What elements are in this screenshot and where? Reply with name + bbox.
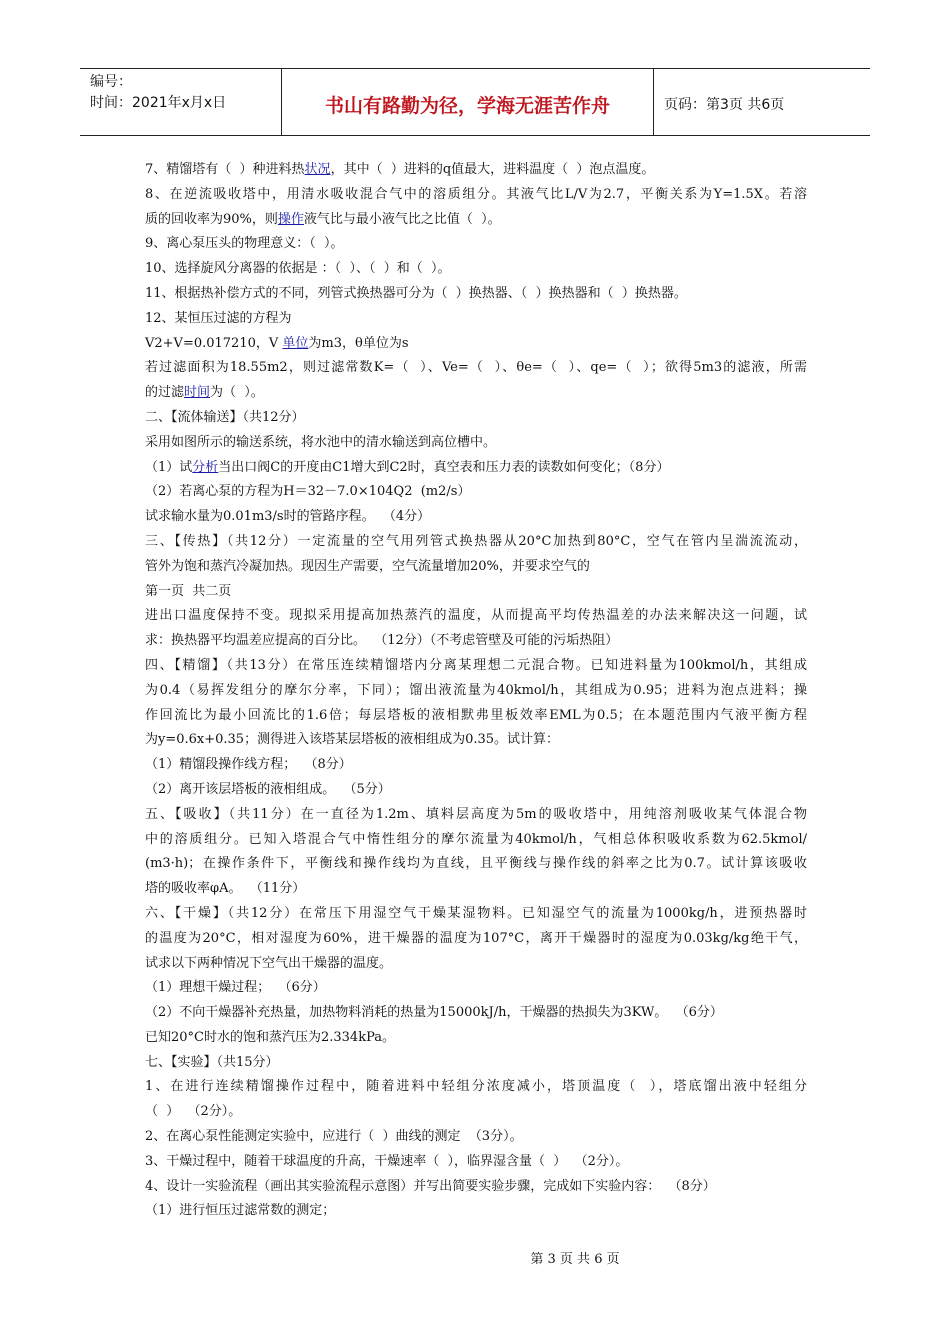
text-line [145,778,807,803]
header-page-label: 页码：第3页 共6页 [664,97,785,113]
text-line [145,654,807,679]
text-run: 质的回收率为90%，则 [145,211,278,227]
text-line [145,1199,807,1224]
text-line [145,1001,807,1026]
text-run: （2）不向干燥器补充热量，加热物料消耗的热量为15000kJ/h，干燥器的热损失为3KW。 （6分） [145,1005,723,1021]
text-line [145,456,807,481]
inline-link[interactable]: 单位 [282,335,309,351]
text-line [145,1125,807,1150]
doc-time-label: 时间：2021年x月x日 [90,95,227,111]
text-run: 7、精馏塔有（ ）种进料热 [145,162,305,177]
text-line [145,902,807,927]
text-run: 试求以下两种情况下空气出干燥器的温度。 [145,955,393,971]
inline-link[interactable]: 状况 [304,162,331,177]
text-run: 四、【精馏】（共13分）在常压连续精馏塔内分离某理想二元混合物。已知进料量为100kmol/h，其组成 [145,657,807,673]
text-line [145,282,807,307]
text-run: 二、【流体输送】（共12分） [145,409,305,425]
text-line [145,257,807,282]
text-run: V2+V=0.017210，V [145,335,283,351]
text-line [145,927,807,952]
text-run: 塔的吸收率φA。 （11分） [145,881,306,897]
text-line [145,431,807,456]
text-run: 求：换热器平均温差应提高的百分比。 （12分）（不考虑管壁及可能的污垢热阻） [145,633,619,649]
text-line [145,604,807,629]
text-run: 为y=0.6x+0.35；测得进入该塔某层塔板的液相组成为0.35。试计算： [145,732,560,748]
text-line [145,728,807,753]
text-line [145,381,807,406]
text-line [145,976,807,1001]
text-line [145,307,807,332]
text-run: （1）精馏段操作线方程； （8分） [145,757,352,773]
text-run: （1）试 [145,459,193,475]
text-run: （2）离开该层塔板的液相组成。 （5分） [145,781,391,797]
text-line [145,828,807,853]
inline-link[interactable]: 时间 [184,385,211,401]
text-run: 管外为饱和蒸汽冷凝加热。现因生产需要，空气流量增加20%，并要求空气的 [145,558,590,574]
text-run: 9、离心泵压头的物理意义：（ ）。 [145,236,344,252]
text-run: 中的溶质组分。已知入塔混合气中惰性组分的摩尔流量为40kmol/h，气相总体积吸收系数为62.5kmol/ [145,831,807,847]
text-run: 已知20°C时水的饱和蒸汽压为2.334kPa。 [145,1029,395,1045]
text-run: 4、设计一实验流程（画出其实验流程示意图）并写出简要实验步骤，完成如下实验内容： （8分） [145,1178,716,1194]
text-line [145,1100,807,1125]
text-line [145,877,807,902]
text-run: 12、某恒压过滤的方程为 [145,310,292,326]
text-line [145,629,807,654]
text-line [145,852,807,877]
header-motto: 书山有路勤为径，学海无涯苦作舟 [282,69,654,135]
inline-link[interactable]: 操作 [277,211,304,227]
text-run: 8、在逆流吸收塔中，用清水吸收混合气中的溶质组分。其液气比L/V为2.7，平衡关系为Y=1.5X。若溶 [145,186,807,202]
text-line [145,183,807,208]
header-table [80,68,870,136]
page-footer: 第 3 页 共 6 页 [530,1252,620,1267]
text-line [145,530,807,555]
text-line [145,679,807,704]
doc-number-label: 编号： [90,74,132,90]
text-line [145,803,807,828]
text-line [145,480,807,505]
text-run: (m3·h)；在操作条件下，平衡线和操作线均为直线，且平衡线与操作线的斜率之比为0.7。试计算该吸收 [145,856,807,872]
text-run: 为（ ）。 [210,385,264,401]
text-run: 三、【传热】（共12分）一定流量的空气用列管式换热器从20°C加热到80°C，空气在管内呈湍流流动， [145,533,807,549]
text-line [145,952,807,977]
text-run: 为0.4（易挥发组分的摩尔分率，下同）；馏出液流量为40kmol/h，其组成为0.95；进料为泡点进料；操 [145,682,807,698]
text-run: 3、干燥过程中，随着干球温度的升高，干燥速率（ ），临界湿含量（ ） （2分）。 [145,1153,629,1169]
text-run: 11、根据热补偿方式的不同，列管式换热器可分为（ ）换热器、（ ）换热器和（ ）换热器。 [145,285,687,301]
text-run: 若过滤面积为18.55m2，则过滤常数K=（ ）、Ve=（ ）、θe=（ ）、qe=（ ）；欲得5m3的滤液，所需 [145,360,807,376]
text-run: 1、在进行连续精馏操作过程中，随着进料中轻组分浓度减小，塔顶温度（ ），塔底馏出液中轻组分 [145,1079,807,1095]
text-run: 为m3，θ单位为s [308,335,409,351]
text-run: 2、在离心泵性能测定实验中，应进行（ ）曲线的测定 （3分）。 [145,1129,523,1145]
text-run: 10、选择旋风分离器的依据是 ：（ ）、（ ）和（ ）。 [145,261,451,277]
text-run: （ ） （2分）。 [145,1104,242,1120]
text-run: 的温度为20°C，相对湿度为60%，进干燥器的温度为107°C，离开干燥器时的湿度为0.03kg/kg绝干气， [145,930,807,946]
text-run: （2）若离心泵的方程为H＝32－7.0×104Q2 (m2/s） [145,484,471,500]
text-line [145,332,807,357]
text-run: 采用如图所示的输送系统，将水池中的清水输送到高位槽中。 [145,434,497,450]
text-line [145,208,807,233]
text-run: 七、【实验】（共15分） [145,1054,279,1070]
text-run: 六、【干燥】（共12分）在常压下用湿空气干燥某湿物料。已知湿空气的流量为1000kg/h，进预热器时 [145,905,807,921]
inline-link[interactable]: 分析 [192,459,219,475]
document-body [145,158,807,1224]
text-line [145,232,807,257]
text-line [145,580,807,605]
text-line [145,1075,807,1100]
text-run: 的过滤 [145,385,185,401]
text-run: （1）进行恒压过滤常数的测定； [145,1203,336,1219]
text-run: 液气比与最小液气比之比值（ ）。 [303,211,501,227]
text-run: 作回流比为最小回流比的1.6倍；每层塔板的液相默弗里板效率EML为0.5；在本题范围内气液平衡方程 [145,707,807,723]
text-line [145,1051,807,1076]
text-line [145,406,807,431]
text-line [145,1175,807,1200]
text-run: 当出口阀C的开度由C1增大到C2时，真空表和压力表的读数如何变化；（8分） [218,459,670,475]
text-run: 五、【吸收】（共11分）在一直径为1.2m、填料层高度为5m的吸收塔中，用纯溶剂吸收某气体混合物 [145,806,807,822]
text-line [145,753,807,778]
text-run: ，其中（ ）进料的q值最大，进料温度（ ）泡点温度。 [330,162,655,177]
text-line [145,704,807,729]
text-run: 第一页 共二页 [145,583,232,599]
text-run: 进出口温度保持不变。现拟采用提高加热蒸汽的温度，从而提高平均传热温差的办法来解决这一问题，试 [145,608,807,624]
text-run: （1）理想干燥过程； （6分） [145,980,326,996]
text-line [145,356,807,381]
text-line [145,1026,807,1051]
header-meta-cell [80,69,282,135]
text-run: 试求输水量为0.01m3/s时的管路序程。 （4分） [145,509,431,525]
text-line [145,158,807,183]
text-line [145,505,807,530]
text-line [145,555,807,580]
text-line [145,1150,807,1175]
